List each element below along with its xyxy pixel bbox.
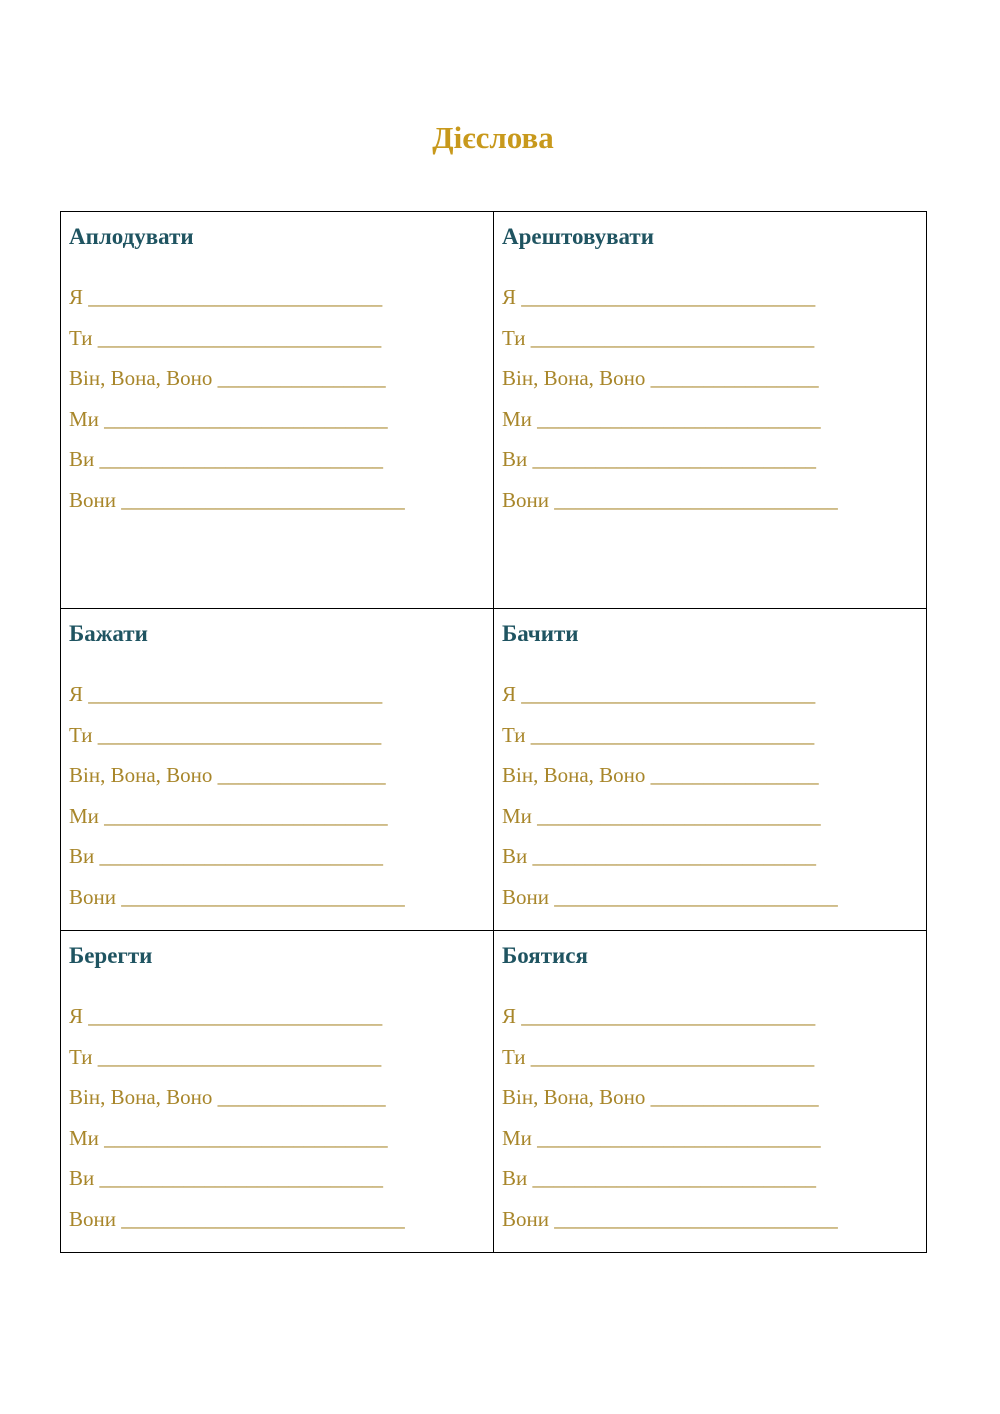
conjugation-line-ya[interactable]: Я ____________________________ bbox=[69, 682, 383, 706]
conjugation-line-ya[interactable]: Я ____________________________ bbox=[502, 1004, 816, 1028]
verb-cell bbox=[494, 931, 927, 1253]
conjugation-line-vony[interactable]: Вони ___________________________ bbox=[502, 1206, 838, 1231]
conjugation-line-ty[interactable]: Ти ___________________________ bbox=[69, 1044, 382, 1069]
verb-row bbox=[61, 212, 927, 609]
conjugation-line-my[interactable]: Ми ___________________________ bbox=[502, 803, 821, 828]
conjugation-line-my[interactable]: Ми ___________________________ bbox=[502, 406, 821, 431]
conjugation-line-vy[interactable]: Ви ___________________________ bbox=[69, 844, 383, 868]
verb-cell bbox=[61, 212, 494, 609]
verb-heading: Арештовувати bbox=[502, 224, 654, 249]
verb-heading: Бачити bbox=[502, 621, 579, 646]
verb-cell bbox=[494, 212, 927, 609]
conjugation-line-my[interactable]: Ми ___________________________ bbox=[69, 1125, 388, 1150]
verb-cell bbox=[61, 609, 494, 931]
conjugation-line-my[interactable]: Ми ___________________________ bbox=[69, 803, 388, 828]
verb-heading: Боятися bbox=[502, 943, 588, 968]
conjugation-list bbox=[502, 996, 918, 1239]
conjugation-list bbox=[69, 674, 485, 917]
conjugation-line-vin-vona-vono[interactable]: Він, Вона, Воно ________________ bbox=[502, 366, 819, 390]
conjugation-line-vy[interactable]: Ви ___________________________ bbox=[69, 447, 383, 471]
verb-cell bbox=[494, 609, 927, 931]
verb-row bbox=[61, 609, 927, 931]
conjugation-list bbox=[69, 277, 485, 520]
conjugation-line-vin-vona-vono[interactable]: Він, Вона, Воно ________________ bbox=[69, 366, 386, 390]
conjugation-line-vony[interactable]: Вони ___________________________ bbox=[69, 1206, 405, 1231]
conjugation-line-vin-vona-vono[interactable]: Він, Вона, Воно ________________ bbox=[69, 763, 386, 787]
conjugation-list bbox=[502, 674, 918, 917]
conjugation-line-vin-vona-vono[interactable]: Він, Вона, Воно ________________ bbox=[502, 763, 819, 787]
verb-row bbox=[61, 931, 927, 1253]
conjugation-line-my[interactable]: Ми ___________________________ bbox=[69, 406, 388, 431]
conjugation-line-ya[interactable]: Я ____________________________ bbox=[502, 285, 816, 309]
conjugation-line-vy[interactable]: Ви ___________________________ bbox=[502, 447, 816, 471]
conjugation-line-ty[interactable]: Ти ___________________________ bbox=[69, 325, 382, 350]
conjugation-line-vy[interactable]: Ви ___________________________ bbox=[502, 844, 816, 868]
conjugation-list bbox=[69, 996, 485, 1239]
conjugation-line-ya[interactable]: Я ____________________________ bbox=[69, 285, 383, 309]
conjugation-line-ty[interactable]: Ти ___________________________ bbox=[69, 722, 382, 747]
verb-cell bbox=[61, 931, 494, 1253]
conjugation-line-ty[interactable]: Ти ___________________________ bbox=[502, 325, 815, 350]
conjugation-line-ya[interactable]: Я ____________________________ bbox=[502, 682, 816, 706]
conjugation-line-vy[interactable]: Ви ___________________________ bbox=[69, 1166, 383, 1190]
conjugation-line-vony[interactable]: Вони ___________________________ bbox=[502, 487, 838, 512]
page-title: Дієслова bbox=[432, 120, 554, 155]
conjugation-line-vony[interactable]: Вони ___________________________ bbox=[502, 884, 838, 909]
conjugation-line-my[interactable]: Ми ___________________________ bbox=[502, 1125, 821, 1150]
conjugation-line-vy[interactable]: Ви ___________________________ bbox=[502, 1166, 816, 1190]
verb-heading: Бажати bbox=[69, 621, 148, 646]
conjugation-line-ya[interactable]: Я ____________________________ bbox=[69, 1004, 383, 1028]
verb-grid bbox=[60, 211, 927, 1253]
conjugation-list bbox=[502, 277, 918, 520]
verb-heading: Берегти bbox=[69, 943, 153, 968]
conjugation-line-vony[interactable]: Вони ___________________________ bbox=[69, 884, 405, 909]
verb-heading: Аплодувати bbox=[69, 224, 194, 249]
conjugation-line-vin-vona-vono[interactable]: Він, Вона, Воно ________________ bbox=[69, 1085, 386, 1109]
conjugation-line-ty[interactable]: Ти ___________________________ bbox=[502, 722, 815, 747]
conjugation-line-vin-vona-vono[interactable]: Він, Вона, Воно ________________ bbox=[502, 1085, 819, 1109]
conjugation-line-vony[interactable]: Вони ___________________________ bbox=[69, 487, 405, 512]
conjugation-line-ty[interactable]: Ти ___________________________ bbox=[502, 1044, 815, 1069]
